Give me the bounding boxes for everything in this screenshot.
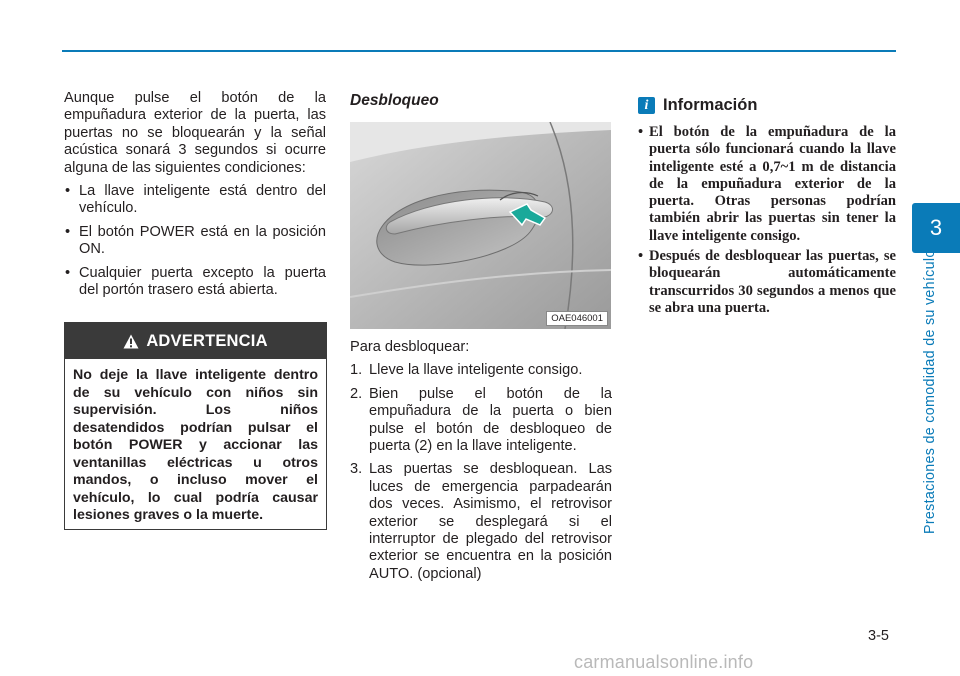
- watermark: carmanualsonline.info: [574, 652, 754, 672]
- conditions-list: [64, 183, 326, 299]
- info-title: Información: [663, 96, 758, 114]
- warning-title: ADVERTENCIA: [146, 331, 268, 350]
- page-number: 3-5: [868, 628, 889, 644]
- list-item: • Después de desbloquear las puertas, se bloquearán automáticamente transcurridos 30 segundos a menos que se abra una puerta.: [638, 248, 896, 317]
- list-item: • El botón POWER está en la posición ON.: [64, 224, 326, 259]
- step-text: Lleve la llave inteligente consigo.: [369, 362, 583, 379]
- column-right: [638, 0, 896, 676]
- unlock-steps: [350, 362, 612, 583]
- unlock-intro: Para desbloquear:: [350, 339, 470, 355]
- warning-triangle-icon: [123, 334, 139, 349]
- list-item: [350, 386, 612, 456]
- door-handle-illustration: [350, 122, 611, 329]
- intro-paragraph: Aunque pulse el botón de la empuñadura exterior de la puerta, las puertas no se bloquearán y la señal acústica sonará 3 segundos si ocurre alguna de las siguientes condiciones:: [64, 90, 326, 176]
- column-left: [64, 90, 326, 305]
- door-handle-figure: [350, 122, 611, 329]
- step-number: 2.: [350, 385, 363, 402]
- list-item: [350, 461, 612, 583]
- step-text: Las puertas se desbloquean. Las luces de emergencia parpadearán dos veces. Asimismo, el retrovisor exterior se desplegará si el interruptor de plegado del retrovisor exterior se encuentra en la posición AUTO. (opcional): [369, 461, 612, 582]
- list-item: • El botón de la empuñadura de la puerta sólo funcionará cuando la llave inteligente esté a 0,7~1 m de distancia de la empuñadura exterior de la puerta. Otras personas podrían también abrir las puertas sin tener la llave inteligente consigo.: [638, 124, 896, 245]
- warning-box: [64, 322, 327, 530]
- warning-text: No deje la llave inteligente dentro de su vehículo con niños sin supervisión. Los niños desatendidos podrían pulsar el botón POWER y accionar las ventanillas eléctricas u otros mandos, o incluso mover el vehículo, lo cual podría causar lesiones graves o la muerte.: [73, 367, 318, 523]
- section-title: Desbloqueo: [350, 92, 439, 109]
- step-text: Bien pulse el botón de la empuñadura de la puerta o bien pulse el botón de desbloqueo de puerta (2) en la llave inteligente.: [369, 385, 612, 455]
- figure-code: OAE046001: [546, 311, 608, 326]
- chapter-tab: 3: [912, 203, 960, 253]
- info-list: [638, 124, 896, 320]
- list-item: [350, 362, 612, 379]
- warning-header: [65, 323, 326, 359]
- chapter-label-text: Prestaciones de comodidad de su vehículo: [922, 249, 938, 534]
- list-item: • La llave inteligente está dentro del vehículo.: [64, 183, 326, 218]
- info-icon: i: [638, 97, 655, 114]
- unlock-instructions: [350, 339, 612, 589]
- list-item: • Cualquier puerta excepto la puerta del portón trasero está abierta.: [64, 265, 326, 300]
- chapter-label: [922, 249, 942, 535]
- info-header: [638, 96, 757, 115]
- step-number: 1.: [350, 362, 363, 379]
- step-number: 3.: [350, 461, 363, 478]
- column-middle: [350, 0, 612, 676]
